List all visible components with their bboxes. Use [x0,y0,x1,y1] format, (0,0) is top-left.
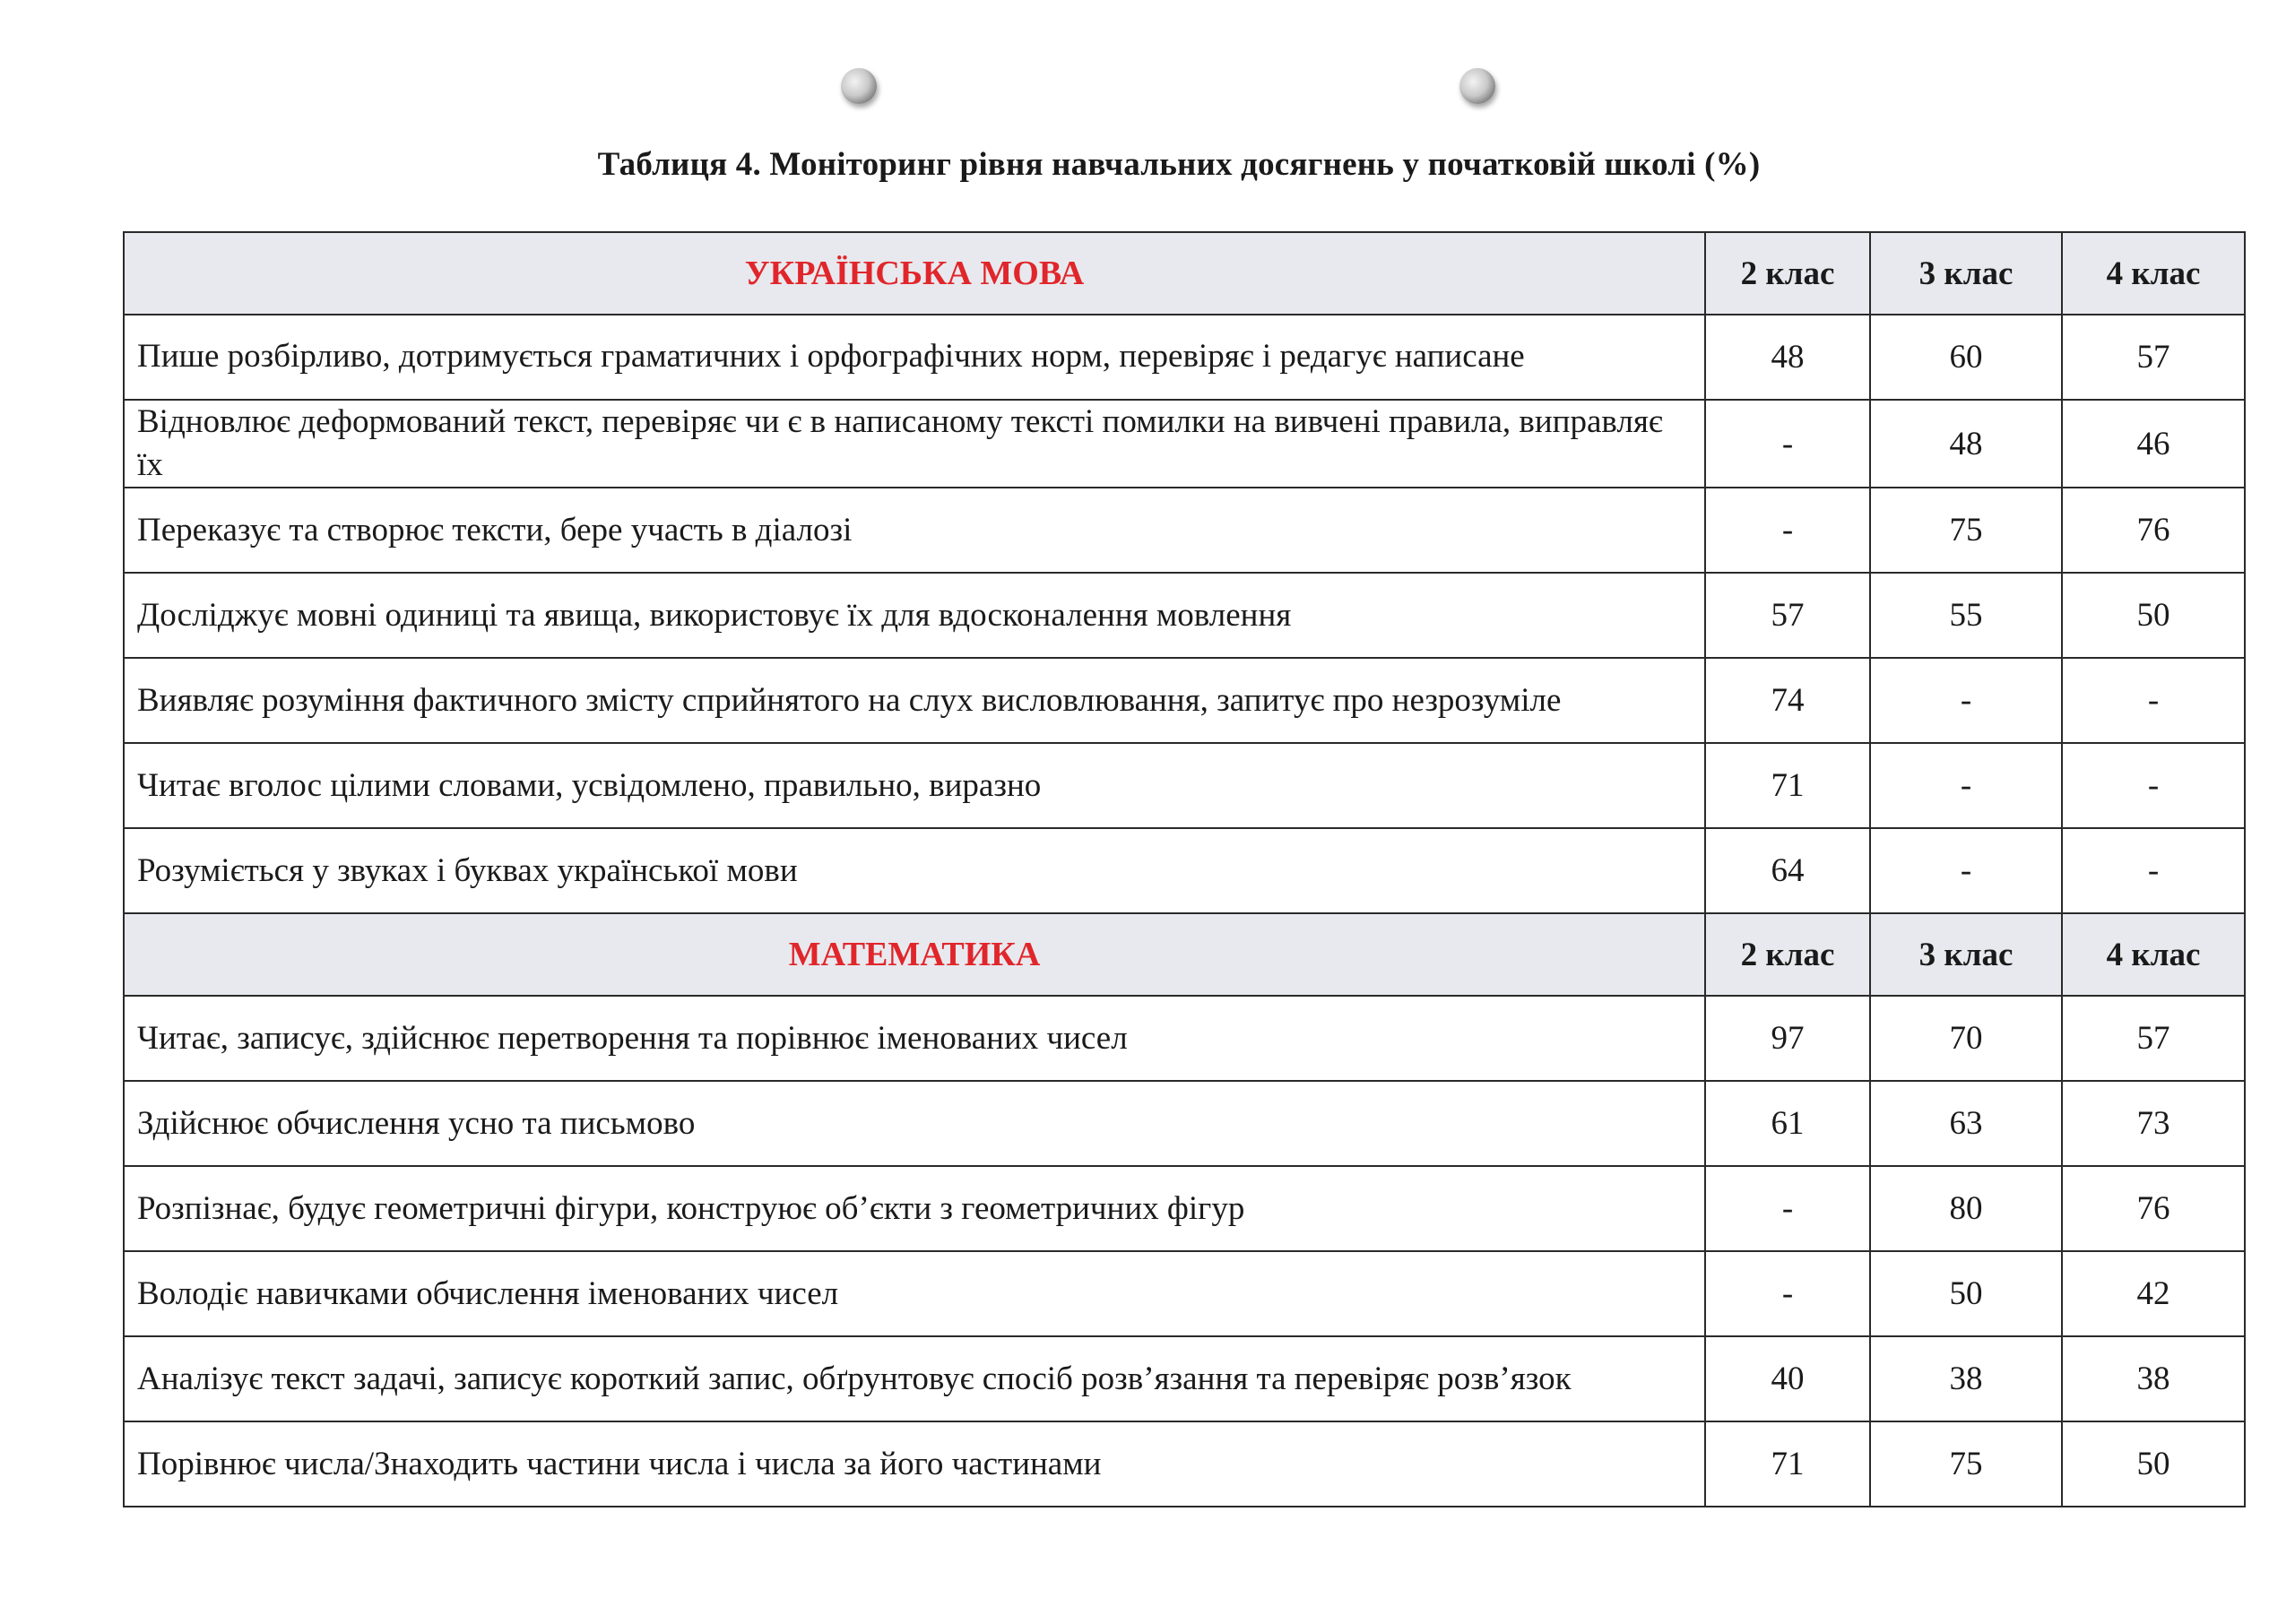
row-description: Читає, записує, здійснює перетворення та порівнює іменованих чисел [124,996,1705,1081]
row-description: Аналізує текст задачі, записує короткий запис, обґрунтовує спосіб розв’язання та перевіряє розв’язок [124,1336,1705,1421]
grade-3-value: 80 [1870,1166,2062,1251]
grade-4-value: 73 [2062,1081,2245,1166]
grade-4-value: 57 [2062,996,2245,1081]
grade-4-header: 4 клас [2062,232,2245,315]
grade-2-value: 71 [1705,743,1870,828]
monitoring-table [123,231,2246,1507]
table-row [124,658,2245,743]
grade-2-value: 71 [1705,1421,1870,1507]
grade-4-value: 50 [2062,573,2245,658]
grade-4-value: 76 [2062,488,2245,573]
grade-3-value: 38 [1870,1336,2062,1421]
grade-4-value: 42 [2062,1251,2245,1336]
grade-2-value: 61 [1705,1081,1870,1166]
grade-3-value: 50 [1870,1251,2062,1336]
grade-4-value: - [2062,828,2245,913]
grade-4-header: 4 клас [2062,913,2245,996]
grade-2-header: 2 клас [1705,913,1870,996]
row-description: Володіє навичками обчислення іменованих чисел [124,1251,1705,1336]
row-description: Розуміється у звуках і буквах української мови [124,828,1705,913]
table-row [124,1336,2245,1421]
grade-4-value: 57 [2062,315,2245,400]
grade-4-value: 46 [2062,400,2245,488]
table-row [124,315,2245,400]
grade-4-value: 38 [2062,1336,2245,1421]
row-description: Виявляє розуміння фактичного змісту сприйнятого на слух висловлювання, запитує про незрозуміле [124,658,1705,743]
row-description: Досліджує мовні одиниці та явища, використовує їх для вдосконалення мовлення [124,573,1705,658]
grade-2-header: 2 клас [1705,232,1870,315]
grade-2-value: 74 [1705,658,1870,743]
table-row [124,1421,2245,1507]
table-row [124,1166,2245,1251]
document-title: Таблиця 4. Моніторинг рівня навчальних досягнень у початковій школі (%) [597,146,1761,183]
grade-3-header: 3 клас [1870,913,2062,996]
grade-3-value: 63 [1870,1081,2062,1166]
table-row [124,573,2245,658]
table-row [124,1251,2245,1336]
grade-3-value: - [1870,658,2062,743]
grade-2-value: - [1705,1251,1870,1336]
grade-2-value: - [1705,400,1870,488]
table-row [124,828,2245,913]
row-description: Порівнює числа/Знаходить частини числа і числа за його частинами [124,1421,1705,1507]
row-description: Розпізнає, будує геометричні фігури, конструює об’єкти з геометричних фігур [124,1166,1705,1251]
grade-2-value: - [1705,1166,1870,1251]
grade-3-value: 70 [1870,996,2062,1081]
grade-2-value: 40 [1705,1336,1870,1421]
grade-3-value: - [1870,743,2062,828]
grade-3-value: 60 [1870,315,2062,400]
grade-3-value: - [1870,828,2062,913]
section-title: МАТЕМАТИКА [124,913,1705,996]
grade-3-value: 48 [1870,400,2062,488]
punch-hole-left [841,68,877,104]
grade-2-value: 64 [1705,828,1870,913]
grade-3-value: 75 [1870,488,2062,573]
section-header-math [124,913,2245,996]
punch-hole-right [1459,68,1495,104]
row-description: Пише розбірливо, дотримується граматичних і орфографічних норм, перевіряє і редагує написане [124,315,1705,400]
table-row [124,996,2245,1081]
table-row [124,1081,2245,1166]
row-description: Переказує та створює тексти, бере участь в діалозі [124,488,1705,573]
grade-3-header: 3 клас [1870,232,2062,315]
grade-4-value: - [2062,658,2245,743]
grade-4-value: 50 [2062,1421,2245,1507]
grade-4-value: 76 [2062,1166,2245,1251]
grade-2-value: - [1705,488,1870,573]
row-description: Відновлює деформований текст, перевіряє чи є в написаному тексті помилки на вивчені правила, виправляє їх [124,400,1705,488]
row-description: Читає вголос цілими словами, усвідомлено, правильно, виразно [124,743,1705,828]
grade-3-value: 55 [1870,573,2062,658]
grade-2-value: 57 [1705,573,1870,658]
row-description: Здійснює обчислення усно та письмово [124,1081,1705,1166]
table-row [124,743,2245,828]
grade-2-value: 97 [1705,996,1870,1081]
section-header-ukrainian [124,232,2245,315]
table-row [124,400,2245,488]
grade-3-value: 75 [1870,1421,2062,1507]
grade-2-value: 48 [1705,315,1870,400]
grade-4-value: - [2062,743,2245,828]
table-row [124,488,2245,573]
section-title: УКРАЇНСЬКА МОВА [124,232,1705,315]
